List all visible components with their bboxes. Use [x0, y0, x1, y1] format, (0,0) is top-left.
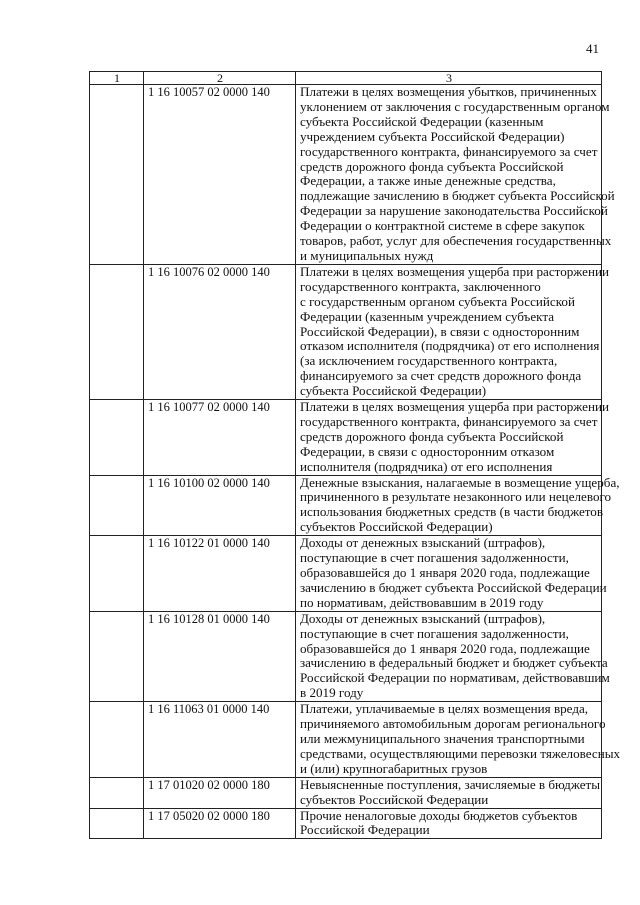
- budget-code-cell: 1 16 10128 01 0000 140: [144, 611, 296, 701]
- description-line: финансируемого за счет средств дорожного фонда: [300, 368, 582, 384]
- table-row: [90, 808, 602, 839]
- revenue-description-cell: [296, 474, 620, 536]
- table-row: [90, 85, 602, 265]
- description-line: и (или) крупногабаритных грузов: [300, 760, 488, 776]
- description-line: поступающие в счет погашения задолженности,: [300, 625, 569, 641]
- budget-code-cell: 1 16 11063 01 0000 140: [144, 702, 296, 778]
- description-line: в 2019 году: [300, 685, 364, 701]
- description-line: средствами, осуществляющими перевозки тяжеловесных: [300, 745, 621, 761]
- revenue-codes-table: [89, 71, 621, 839]
- table-row: [90, 611, 602, 701]
- description-line: Федерации о контрактной системе в сфере закупок: [300, 218, 585, 234]
- table-row: [90, 264, 602, 399]
- description-line: исполнителя (подрядчика) от его исполнения: [300, 458, 553, 474]
- table-row: [90, 400, 602, 476]
- description-line: Прочие неналоговые доходы бюджетов субъектов: [300, 807, 578, 823]
- page-number: 41: [586, 41, 599, 56]
- table-body: [90, 84, 621, 839]
- description-line: учреждением субъекта Российской Федерации): [300, 128, 565, 144]
- revenue-description-cell: [296, 535, 607, 612]
- description-line: Невыясненные поступления, зачисляемые в бюджеты: [300, 776, 601, 792]
- description-line: Денежные взыскания, налагаемые в возмещение ущерба,: [300, 474, 620, 490]
- budget-code-cell: 1 17 05020 02 0000 180: [144, 808, 296, 839]
- description-line: образовавшейся до 1 января 2020 года, подлежащие: [300, 640, 590, 656]
- description-line: государственного контракта, заключенного: [300, 278, 541, 294]
- column-header-2: 2: [144, 72, 296, 85]
- column-header-3: 3: [296, 72, 602, 85]
- table-row: [90, 777, 602, 808]
- description-line: зачислению в бюджет субъекта Российской Федерации: [300, 579, 607, 595]
- revenue-description-cell: [296, 84, 615, 265]
- description-line: государственного контракта, финансируемого за счет: [300, 143, 598, 159]
- description-line: субъекта Российской Федерации (казенным: [300, 113, 544, 129]
- description-line: Платежи, уплачиваемые в целях возмещения вреда,: [300, 701, 589, 717]
- budget-code-cell: 1 16 10122 01 0000 140: [144, 536, 296, 612]
- row-index-cell: [90, 85, 144, 265]
- row-index-cell: [90, 702, 144, 778]
- description-line: средств дорожного фонда субъекта Российской: [300, 428, 564, 444]
- description-line: использования бюджетных средств (в части бюджетов: [300, 504, 604, 520]
- table-row: [90, 702, 602, 778]
- description-line: Платежи в целях возмещения ущерба при расторжении: [300, 399, 609, 415]
- budget-code-cell: 1 16 10100 02 0000 140: [144, 475, 296, 536]
- description-line: образовавшейся до 1 января 2020 года, подлежащие: [300, 565, 590, 580]
- description-line: Платежи в целях возмещения ущерба при расторжении: [300, 263, 609, 279]
- column-header-1: 1: [90, 72, 144, 85]
- description-line: отказом исполнителя (подрядчика) от его исполнения: [300, 338, 600, 354]
- revenue-description-cell: [296, 777, 602, 808]
- description-line: поступающие в счет погашения задолженности,: [300, 550, 569, 566]
- row-index-cell: [90, 536, 144, 612]
- description-line: субъектов Российской Федерации: [300, 791, 489, 807]
- budget-code-cell: 1 16 10076 02 0000 140: [144, 264, 296, 399]
- description-line: по нормативам, действовавшим в 2019 году: [300, 594, 544, 610]
- budget-code-cell: 1 16 10057 02 0000 140: [144, 85, 296, 265]
- description-line: причиненного в результате незаконного или нецелевого: [300, 489, 612, 505]
- table-header-row: [90, 72, 602, 85]
- description-line: и муниципальных нужд: [300, 247, 434, 263]
- description-line: причиняемого автомобильным дорогам регионального: [300, 716, 606, 732]
- row-index-cell: [90, 808, 144, 839]
- table-row: [90, 536, 602, 612]
- description-line: Доходы от денежных взысканий (штрафов),: [300, 610, 546, 626]
- description-line: Федерации, а также иные денежные средства,: [300, 173, 556, 189]
- row-index-cell: [90, 777, 144, 808]
- description-line: Федерации, в связи с односторонним отказом: [300, 443, 555, 459]
- description-line: уклонением от заключения с государственным органом: [300, 98, 610, 114]
- description-line: с государственным органом субъекта Российской: [300, 293, 575, 309]
- table-row: [90, 475, 602, 536]
- description-line: Российской Федерации по нормативам, действовавшим: [300, 670, 610, 686]
- description-line: Федерации (казенным учреждением субъекта: [300, 308, 555, 324]
- description-line: товаров, работ, услуг для обеспечения государственных: [300, 233, 612, 249]
- row-index-cell: [90, 400, 144, 476]
- description-line: зачислению в федеральный бюджет и бюджет субъекта: [300, 655, 608, 671]
- budget-code-cell: 1 16 10077 02 0000 140: [144, 400, 296, 476]
- revenue-description-cell: [296, 610, 610, 701]
- description-line: подлежащие зачислению в бюджет субъекта Российской: [300, 188, 615, 204]
- revenue-description-cell: [296, 263, 609, 399]
- revenue-description-cell: [296, 701, 621, 778]
- row-index-cell: [90, 475, 144, 536]
- revenue-description-cell: [296, 808, 602, 839]
- description-line: Платежи в целях возмещения убытков, причиненных: [300, 84, 597, 99]
- description-line: (за исключением государственного контракта,: [300, 353, 558, 369]
- row-index-cell: [90, 611, 144, 701]
- description-line: субъекта Российской Федерации): [300, 383, 487, 399]
- description-line: Российской Федерации: [300, 822, 430, 838]
- description-line: или межмуниципального значения транспортными: [300, 730, 585, 746]
- description-line: Российской Федерации), в связи с односторонним: [300, 323, 580, 339]
- description-line: Доходы от денежных взысканий (штрафов),: [300, 535, 546, 551]
- budget-code-cell: 1 17 01020 02 0000 180: [144, 777, 296, 808]
- description-line: средств дорожного фонда субъекта Российской: [300, 158, 564, 174]
- row-index-cell: [90, 264, 144, 399]
- description-line: Федерации за нарушение законодательства Российской: [300, 203, 608, 219]
- description-line: субъектов Российской Федерации): [300, 519, 493, 535]
- revenue-description-cell: [296, 399, 609, 476]
- description-line: государственного контракта, финансируемого за счет: [300, 413, 598, 429]
